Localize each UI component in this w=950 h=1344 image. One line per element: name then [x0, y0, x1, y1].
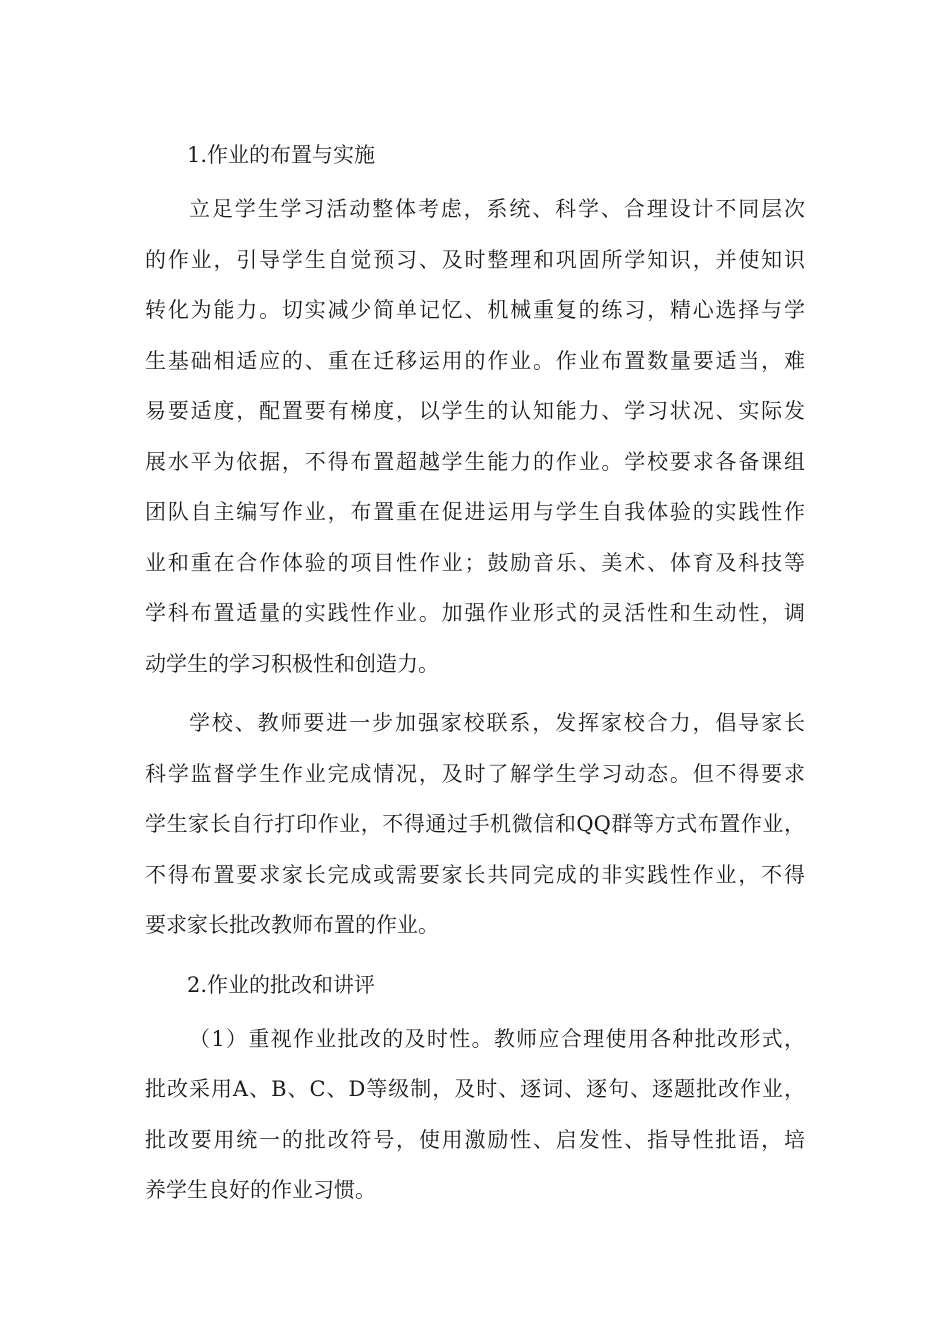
text-line: 生基础相适应的、重在迁移运用的作业。作业布置数量要适当，难 — [145, 348, 805, 373]
text-line: 批改采用A、B、C、D等级制，及时、逐词、逐句、逐题批改作业， — [145, 1077, 805, 1101]
paragraph-grading — [145, 1014, 805, 1216]
document-page — [145, 130, 805, 1225]
text-line: 不得布置要求家长完成或需要家长共同完成的非实践性作业，不得 — [145, 862, 805, 887]
text-line: （1）重视作业批改的及时性。教师应合理使用各种批改形式， — [189, 1026, 805, 1051]
section-heading-1: 1.作业的布置与实施 — [187, 143, 376, 167]
text-line: 易要适度，配置要有梯度，以学生的认知能力、学习状况、实际发 — [145, 399, 805, 423]
text-line: 养学生良好的作业习惯。 — [145, 1178, 376, 1202]
text-line: 要求家长批改教师布置的作业。 — [145, 913, 439, 937]
text-line: 批改要用统一的批改符号，使用激励性、启发性、指导性批语，培 — [145, 1127, 805, 1152]
text-line: 展水平为依据，不得布置超越学生能力的作业。学校要求各备课组 — [145, 449, 805, 474]
text-line: 学科布置适量的实践性作业。加强作业形式的灵活性和生动性，调 — [145, 601, 805, 625]
text-line: 立足学生学习活动整体考虑，系统、科学、合理设计不同层次 — [189, 197, 805, 221]
paragraph-home-school — [145, 698, 805, 951]
section-heading-2: 2.作业的批改和讲评 — [187, 972, 376, 997]
text-line: 业和重在合作体验的项目性作业；鼓励音乐、美术、体育及科技等 — [145, 550, 805, 575]
paragraph-homework-design — [145, 184, 805, 689]
text-line: 科学监督学生作业完成情况，及时了解学生学习动态。但不得要求 — [145, 761, 805, 786]
text-line: 动学生的学习积极性和创造力。 — [145, 651, 439, 676]
text-line: 团队自主编写作业，布置重在促进运用与学生自我体验的实践性作 — [145, 500, 805, 524]
text-line: 学生家长自行打印作业，不得通过手机微信和QQ群等方式布置作业， — [145, 812, 805, 836]
text-line: 转化为能力。切实减少简单记忆、机械重复的练习，精心选择与学 — [145, 298, 805, 322]
text-line: 的作业，引导学生自觉预习、及时整理和巩固所学知识，并使知识 — [145, 247, 805, 272]
text-line: 学校、教师要进一步加强家校联系，发挥家校合力，倡导家长 — [189, 711, 805, 735]
